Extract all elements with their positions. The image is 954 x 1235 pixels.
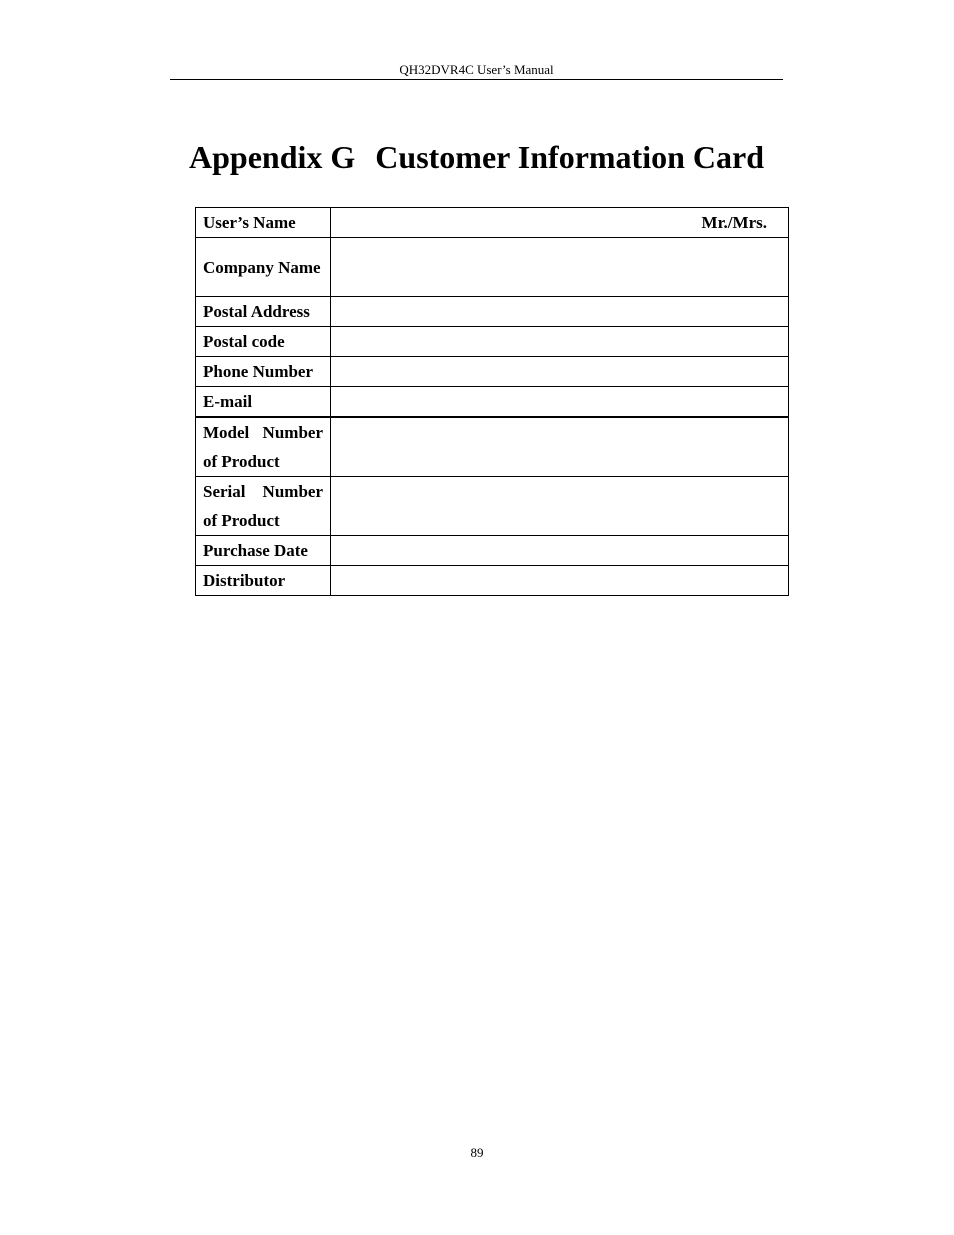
email-field[interactable] [331,387,789,418]
customer-information-table [195,207,789,596]
table-row [196,208,789,238]
users-name-field[interactable]: Mr./Mrs. [331,208,789,238]
company-name-field[interactable] [331,238,789,297]
row-label-company-name: Company Name [196,238,331,297]
page-number: 89 [470,1145,484,1160]
purchase-date-field[interactable] [331,536,789,566]
table-row [196,327,789,357]
table-row [196,417,789,477]
running-header [170,61,783,80]
distributor-field[interactable] [331,566,789,596]
row-label-distributor: Distributor [196,566,331,596]
model-number-field[interactable] [331,417,789,477]
running-header-title: QH32DVR4C User’s Manual [399,62,554,77]
serial-number-field[interactable] [331,477,789,536]
table-row [196,238,789,297]
appendix-label: Appendix G [189,139,356,175]
table-row [196,566,789,596]
row-label-phone-number: Phone Number [196,357,331,387]
postal-address-field[interactable] [331,297,789,327]
row-label-email: E-mail [196,387,331,418]
row-label-users-name: User’s Name [196,208,331,238]
page-title [189,136,764,178]
postal-code-field[interactable] [331,327,789,357]
table-row [196,357,789,387]
table-row [196,297,789,327]
row-label-postal-code: Postal code [196,327,331,357]
table-row [196,477,789,536]
phone-number-field[interactable] [331,357,789,387]
row-label-postal-address: Postal Address [196,297,331,327]
row-label-purchase-date: Purchase Date [196,536,331,566]
row-label-serial-number: Serial Number of Product [196,477,331,536]
row-label-model-number: Model Number of Product [196,417,331,477]
table-row [196,536,789,566]
appendix-heading: Customer Information Card [375,139,764,175]
table-row [196,387,789,418]
